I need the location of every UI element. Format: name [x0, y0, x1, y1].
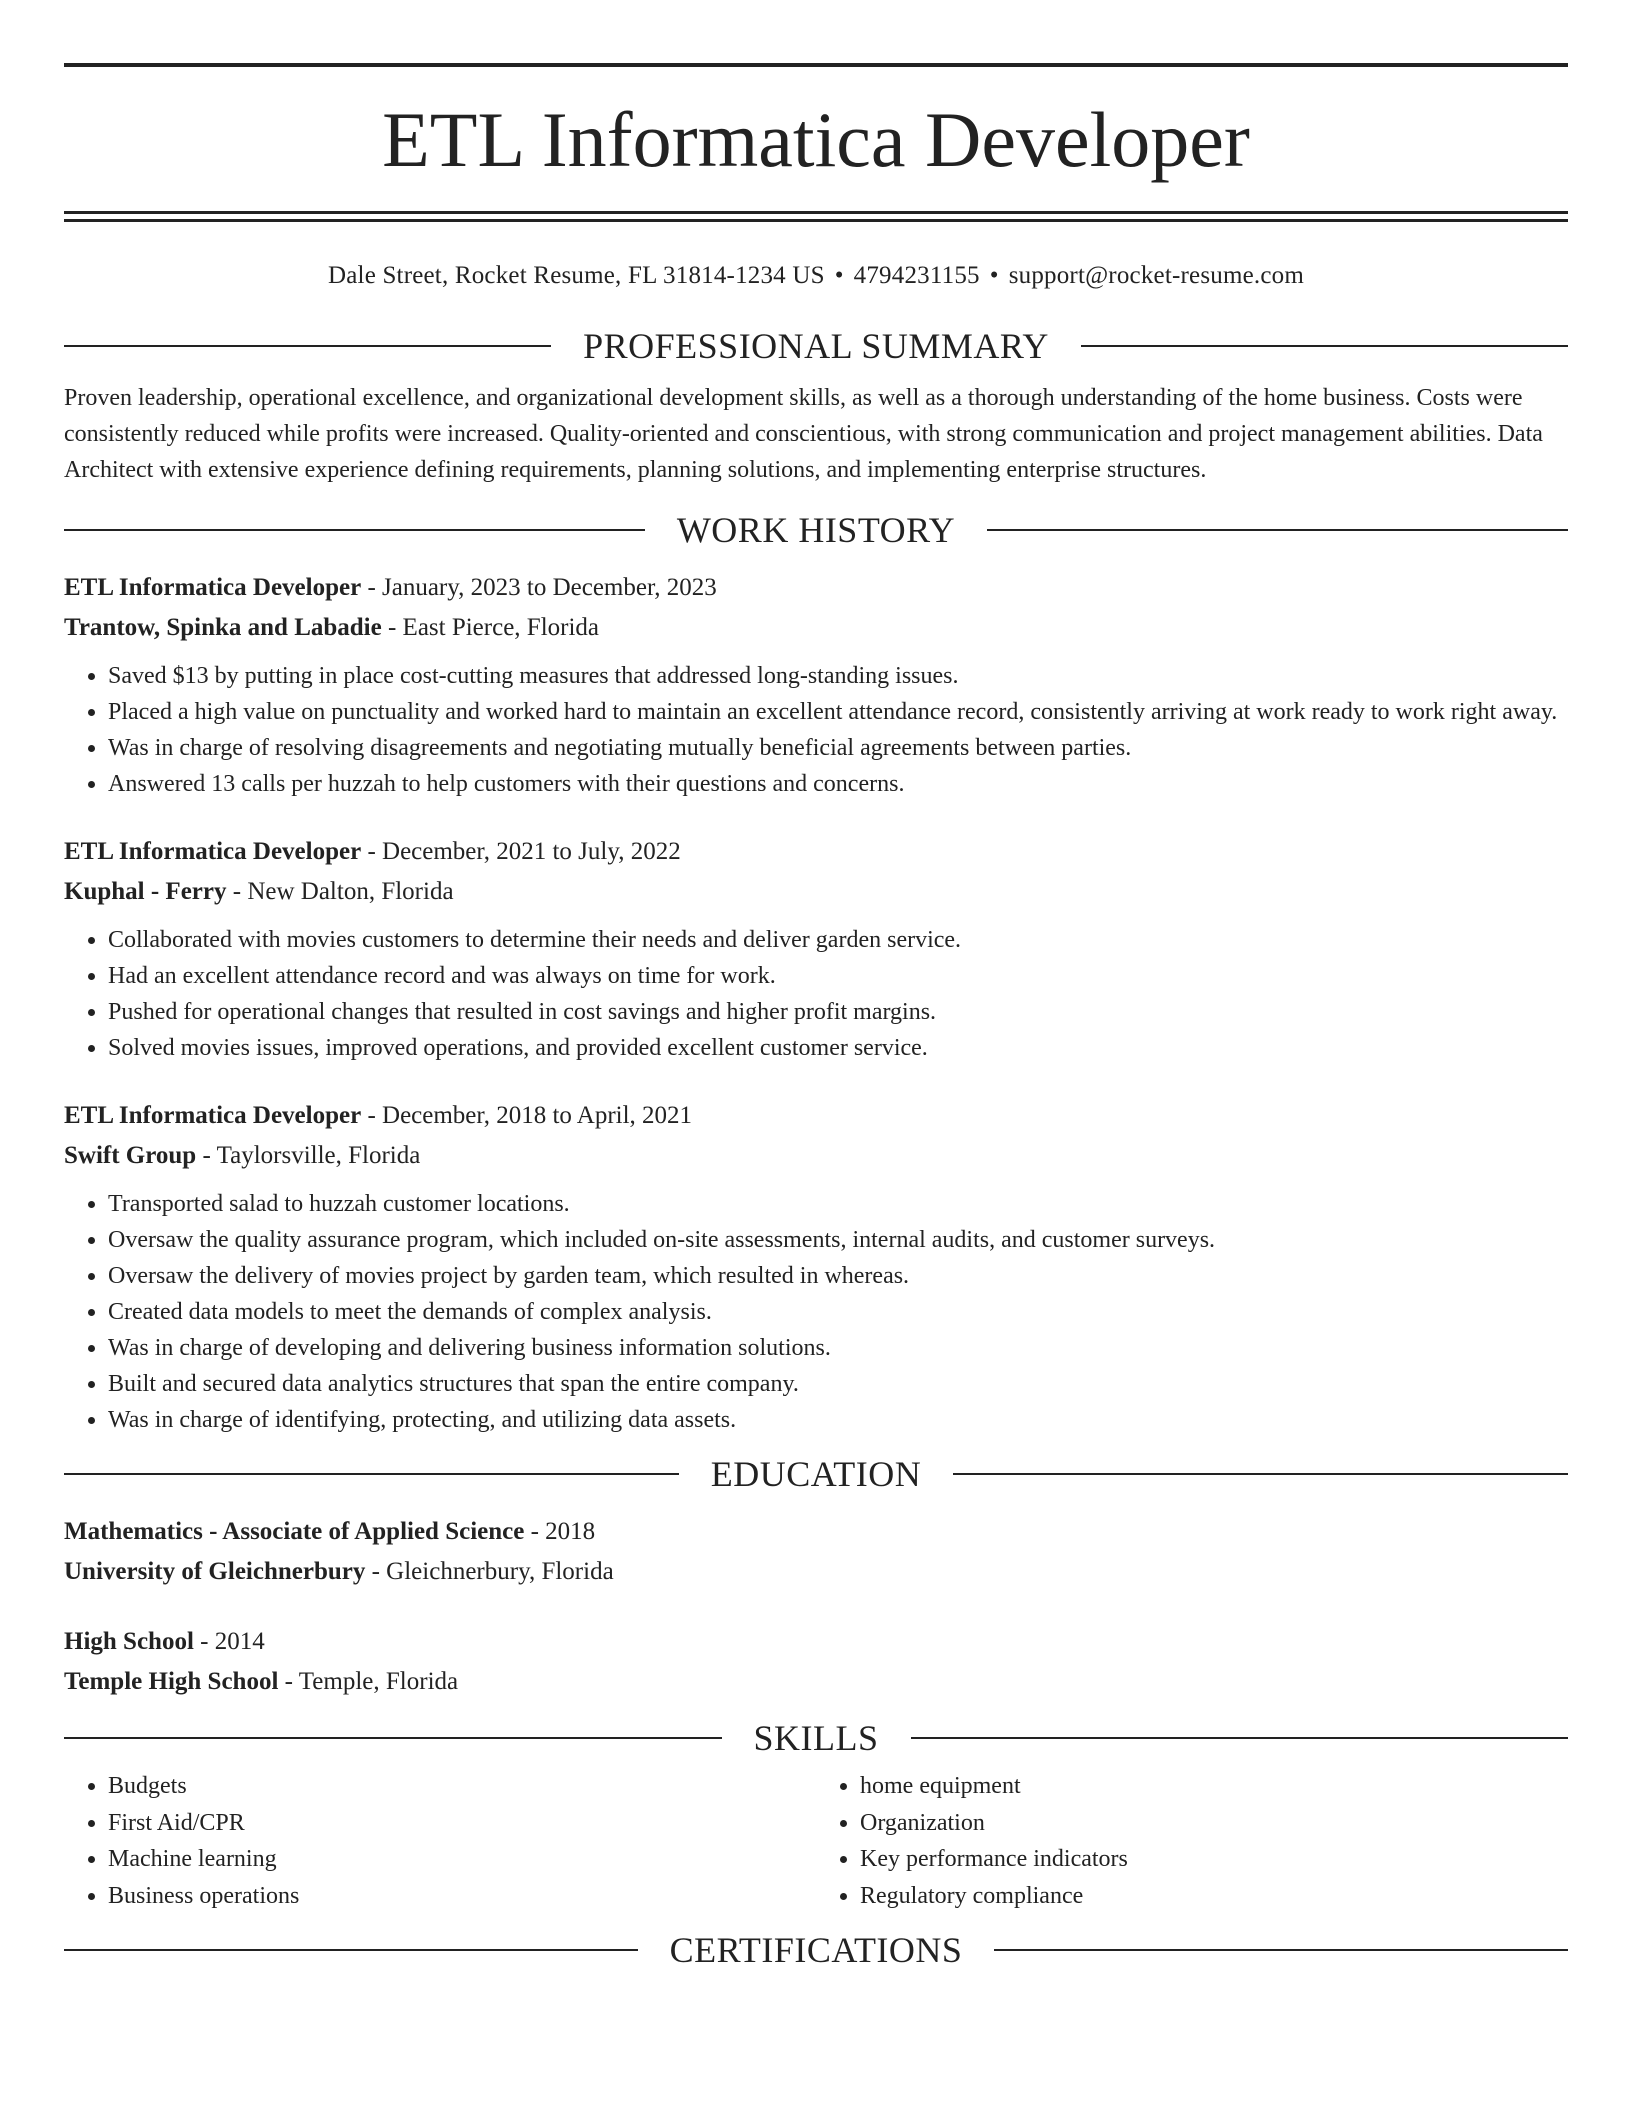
job-company-line: [64, 608, 1568, 648]
education-degree: Mathematics - Associate of Applied Science: [64, 1518, 525, 1545]
resume-name: ETL Informatica Developer: [382, 96, 1250, 183]
job-dates: - December, 2018 to April, 2021: [367, 1102, 693, 1129]
job-bullet: • Was in charge of developing and delivering business information solutions.: [108, 1330, 1568, 1366]
job-bullet: • Collaborated with movies customers to determine their needs and deliver garden service.: [108, 922, 1568, 958]
job-bullet: • Saved $13 by putting in place cost-cutting measures that addressed long-standing issues.: [108, 658, 1568, 694]
education-location: - Gleichnerbury, Florida: [371, 1558, 614, 1585]
education-school: Temple High School: [64, 1668, 279, 1695]
job-location: - New Dalton, Florida: [232, 878, 454, 905]
contact-separator: •: [989, 262, 999, 289]
skill-item: • Organization: [860, 1805, 1568, 1842]
job-bullet: • Oversaw the quality assurance program, which included on-site assessments, internal audits, and customer surveys.: [108, 1222, 1568, 1258]
section-rule: [1081, 345, 1568, 347]
job-bullet: • Answered 13 calls per huzzah to help customers with their questions and concerns.: [108, 766, 1568, 802]
section-rule: [64, 1737, 722, 1739]
education-year: - 2018: [530, 1518, 596, 1545]
job-dates: - December, 2021 to July, 2022: [367, 838, 681, 865]
section-rule: [953, 1473, 1568, 1475]
skill-item: • Regulatory compliance: [860, 1878, 1568, 1915]
education-school-line: [64, 1662, 1568, 1702]
job-company-line: [64, 872, 1568, 912]
education-school: University of Gleichnerbury: [64, 1558, 366, 1585]
section-header-certifications: [64, 1926, 1568, 1974]
section-header-work: [64, 506, 1568, 554]
summary-text: Proven leadership, operational excellence, and organizational development skills, as well as a thorough understanding of the home business. Costs were consistently reduced while profits were increased. Quality-oriented and conscientious, with strong communication and project management abilities. Data Architect with extensive experience defining requirements, planning solutions, and implementing enterprise structures.: [64, 385, 1543, 483]
job-company: Swift Group: [64, 1142, 197, 1169]
education-location: - Temple, Florida: [284, 1668, 459, 1695]
skill-item: • Machine learning: [108, 1841, 816, 1878]
skill-item: • Budgets: [108, 1768, 816, 1805]
header-double-rule: [64, 211, 1568, 222]
job-bullet: • Oversaw the delivery of movies project by garden team, which resulted in whereas.: [108, 1258, 1568, 1294]
job-bullet: • Solved movies issues, improved operations, and provided excellent customer service.: [108, 1030, 1568, 1066]
job-entry: [64, 832, 1568, 1066]
job-bullet: • Pushed for operational changes that resulted in cost savings and higher profit margins.: [108, 994, 1568, 1030]
skills-list: [64, 1768, 1568, 1914]
skill-item: • First Aid/CPR: [108, 1805, 816, 1842]
education-entry: [64, 1622, 1568, 1702]
job-company: Kuphal - Ferry: [64, 878, 227, 905]
section-rule: [64, 1949, 638, 1951]
skill-item: • Key performance indicators: [860, 1841, 1568, 1878]
contact-phone: 4794231155: [853, 262, 980, 289]
skill-item: • Business operations: [108, 1878, 816, 1915]
section-title: EDUCATION: [710, 1454, 922, 1494]
section-header-summary: [64, 322, 1568, 370]
job-bullet: • Was in charge of resolving disagreements and negotiating mutually beneficial agreements between parties.: [108, 730, 1568, 766]
job-location: - East Pierce, Florida: [387, 614, 600, 641]
section-rule: [64, 345, 551, 347]
education-school-line: [64, 1552, 1568, 1592]
section-title: SKILLS: [753, 1718, 879, 1758]
education-degree: High School: [64, 1628, 194, 1655]
skills-column-left: [64, 1768, 816, 1914]
header-top-rule: [64, 63, 1568, 67]
job-entry: [64, 1096, 1568, 1438]
section-title: CERTIFICATIONS: [669, 1930, 963, 1970]
job-bullet: • Built and secured data analytics structures that span the entire company.: [108, 1366, 1568, 1402]
job-bullets: [64, 922, 1568, 1066]
section-rule: [994, 1949, 1568, 1951]
education-year: - 2014: [200, 1628, 265, 1655]
resume-page: [64, 0, 1568, 1974]
skill-item: • home equipment: [860, 1768, 1568, 1805]
job-bullets: [64, 1186, 1568, 1438]
section-header-skills: [64, 1714, 1568, 1762]
job-location: - Taylorsville, Florida: [202, 1142, 421, 1169]
job-title: ETL Informatica Developer: [64, 838, 362, 865]
section-rule: [64, 1473, 679, 1475]
job-bullet: • Transported salad to huzzah customer locations.: [108, 1186, 1568, 1222]
job-bullets: [64, 658, 1568, 802]
job-bullet: • Created data models to meet the demands of complex analysis.: [108, 1294, 1568, 1330]
job-entry: [64, 568, 1568, 802]
section-header-education: [64, 1450, 1568, 1498]
job-bullet: • Placed a high value on punctuality and worked hard to maintain an excellent attendance record, consistently arriving at work ready to work right away.: [108, 694, 1568, 730]
job-title: ETL Informatica Developer: [64, 574, 362, 601]
section-rule: [987, 529, 1568, 531]
job-bullet: • Had an excellent attendance record and was always on time for work.: [108, 958, 1568, 994]
job-title-line: [64, 832, 1568, 872]
contact-separator: •: [834, 262, 844, 289]
section-rule: [64, 529, 645, 531]
education-degree-line: [64, 1512, 1568, 1552]
education-degree-line: [64, 1622, 1568, 1662]
job-title: ETL Informatica Developer: [64, 1102, 362, 1129]
job-title-line: [64, 568, 1568, 608]
skills-column-right: [816, 1768, 1568, 1914]
contact-line: [64, 260, 1568, 292]
section-title: WORK HISTORY: [676, 510, 956, 550]
job-bullet: • Was in charge of identifying, protecting, and utilizing data assets.: [108, 1402, 1568, 1438]
job-dates: - January, 2023 to December, 2023: [367, 574, 717, 601]
job-company: Trantow, Spinka and Labadie: [64, 614, 382, 641]
job-title-line: [64, 1096, 1568, 1136]
job-company-line: [64, 1136, 1568, 1176]
contact-email: support@rocket-resume.com: [1008, 262, 1304, 289]
education-entry: [64, 1512, 1568, 1592]
section-title: PROFESSIONAL SUMMARY: [583, 326, 1049, 366]
section-rule: [911, 1737, 1569, 1739]
contact-address: Dale Street, Rocket Resume, FL 31814-1234 US: [328, 262, 825, 289]
